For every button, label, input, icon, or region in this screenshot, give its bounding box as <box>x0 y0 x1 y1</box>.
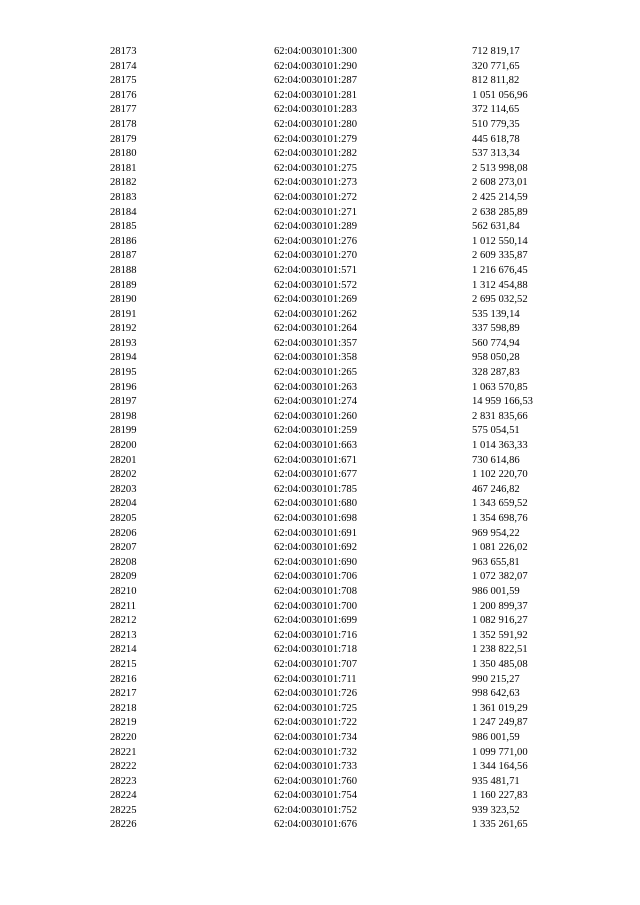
row-number: 28217 <box>110 688 137 700</box>
row-number: 28221 <box>110 746 137 758</box>
cadastral-value: 2 638 285,89 <box>472 206 528 218</box>
cadastral-number: 62:04:0030101:785 <box>274 483 357 495</box>
cadastral-number: 62:04:0030101:290 <box>274 60 357 72</box>
table-row <box>0 176 640 191</box>
cadastral-number: 62:04:0030101:677 <box>274 469 357 481</box>
cadastral-number: 62:04:0030101:283 <box>274 104 357 116</box>
row-number: 28198 <box>110 410 137 422</box>
cadastral-value: 1 200 899,37 <box>472 600 528 612</box>
cadastral-value: 963 655,81 <box>472 556 520 568</box>
cadastral-number: 62:04:0030101:264 <box>274 323 357 335</box>
table-row <box>0 249 640 264</box>
table-row <box>0 818 640 833</box>
table-row <box>0 337 640 352</box>
cadastral-number: 62:04:0030101:572 <box>274 279 357 291</box>
cadastral-value: 990 215,27 <box>472 673 520 685</box>
row-number: 28204 <box>110 498 137 510</box>
row-number: 28201 <box>110 454 137 466</box>
cadastral-number: 62:04:0030101:698 <box>274 513 357 524</box>
cadastral-number: 62:04:0030101:708 <box>274 585 357 597</box>
cadastral-number: 62:04:0030101:300 <box>274 46 357 57</box>
table-row <box>0 746 640 761</box>
cadastral-number: 62:04:0030101:357 <box>274 337 357 349</box>
row-number: 28181 <box>110 162 137 174</box>
row-number: 28215 <box>110 658 137 670</box>
cadastral-value: 2 425 214,59 <box>472 191 528 203</box>
cadastral-value: 537 313,34 <box>472 148 520 160</box>
row-number: 28199 <box>110 425 137 437</box>
cadastral-number: 62:04:0030101:358 <box>274 352 357 364</box>
cadastral-value: 1 354 698,76 <box>472 513 528 524</box>
row-number: 28208 <box>110 556 137 568</box>
row-number: 28223 <box>110 775 137 787</box>
row-number: 28189 <box>110 279 137 291</box>
row-number: 28218 <box>110 702 137 714</box>
cadastral-value: 1 051 056,96 <box>472 89 528 101</box>
cadastral-number: 62:04:0030101:269 <box>274 294 357 306</box>
row-number: 28214 <box>110 644 137 656</box>
table-row <box>0 45 640 60</box>
row-number: 28209 <box>110 571 137 583</box>
row-number: 28192 <box>110 323 137 335</box>
cadastral-number: 62:04:0030101:276 <box>274 235 357 247</box>
table-row <box>0 497 640 512</box>
cadastral-number: 62:04:0030101:287 <box>274 75 357 87</box>
row-number: 28185 <box>110 221 137 233</box>
table-row <box>0 381 640 396</box>
table-row <box>0 118 640 133</box>
row-number: 28211 <box>110 600 137 612</box>
row-number: 28176 <box>110 89 137 101</box>
cadastral-value: 1 012 550,14 <box>472 235 528 247</box>
cadastral-number: 62:04:0030101:260 <box>274 410 357 422</box>
table-row <box>0 658 640 673</box>
cadastral-number: 62:04:0030101:733 <box>274 761 357 773</box>
cadastral-number: 62:04:0030101:734 <box>274 731 357 743</box>
table-row <box>0 600 640 615</box>
table-row <box>0 279 640 294</box>
cadastral-number: 62:04:0030101:272 <box>274 191 357 203</box>
table-row <box>0 351 640 366</box>
table-row <box>0 454 640 469</box>
table-row <box>0 74 640 89</box>
table-row <box>0 191 640 206</box>
table-row <box>0 395 640 410</box>
row-number: 28191 <box>110 308 137 320</box>
cadastral-number: 62:04:0030101:262 <box>274 308 357 320</box>
cadastral-number: 62:04:0030101:265 <box>274 367 357 379</box>
cadastral-value: 935 481,71 <box>472 775 520 787</box>
cadastral-number: 62:04:0030101:690 <box>274 556 357 568</box>
cadastral-number: 62:04:0030101:671 <box>274 454 357 466</box>
row-number: 28188 <box>110 264 137 276</box>
cadastral-value: 372 114,65 <box>472 104 520 116</box>
cadastral-value: 467 246,82 <box>472 483 520 495</box>
cadastral-number: 62:04:0030101:754 <box>274 790 357 802</box>
row-number: 28197 <box>110 396 137 408</box>
table-row <box>0 702 640 717</box>
row-number: 28174 <box>110 60 137 72</box>
cadastral-value: 1 072 382,07 <box>472 571 528 583</box>
cadastral-value-table <box>0 45 640 833</box>
cadastral-number: 62:04:0030101:571 <box>274 264 357 276</box>
cadastral-value: 1 099 771,00 <box>472 746 528 758</box>
cadastral-number: 62:04:0030101:722 <box>274 717 357 729</box>
table-row <box>0 424 640 439</box>
table-row <box>0 206 640 221</box>
row-number: 28226 <box>110 819 137 831</box>
cadastral-number: 62:04:0030101:280 <box>274 118 357 130</box>
cadastral-value: 1 081 226,02 <box>472 542 528 554</box>
table-row <box>0 775 640 790</box>
row-number: 28220 <box>110 731 137 743</box>
cadastral-number: 62:04:0030101:259 <box>274 425 357 437</box>
table-row <box>0 133 640 148</box>
cadastral-number: 62:04:0030101:274 <box>274 396 357 408</box>
table-row <box>0 556 640 571</box>
table-row <box>0 789 640 804</box>
table-row <box>0 570 640 585</box>
table-row <box>0 541 640 556</box>
cadastral-number: 62:04:0030101:692 <box>274 542 357 554</box>
cadastral-value: 1 312 454,88 <box>472 279 528 291</box>
cadastral-value: 1 343 659,52 <box>472 498 528 510</box>
cadastral-value: 2 609 335,87 <box>472 250 528 262</box>
cadastral-number: 62:04:0030101:699 <box>274 615 357 627</box>
cadastral-number: 62:04:0030101:273 <box>274 177 357 189</box>
table-row <box>0 162 640 177</box>
row-number: 28210 <box>110 585 137 597</box>
cadastral-value: 1 102 220,70 <box>472 469 528 481</box>
row-number: 28187 <box>110 250 137 262</box>
cadastral-value: 812 811,82 <box>472 75 520 87</box>
row-number: 28183 <box>110 191 137 203</box>
cadastral-value: 1 238 822,51 <box>472 644 528 656</box>
table-row <box>0 629 640 644</box>
cadastral-value: 986 001,59 <box>472 731 520 743</box>
cadastral-number: 62:04:0030101:663 <box>274 440 357 452</box>
table-row <box>0 322 640 337</box>
row-number: 28193 <box>110 337 137 349</box>
row-number: 28206 <box>110 527 137 539</box>
table-row <box>0 731 640 746</box>
cadastral-value: 1 063 570,85 <box>472 381 528 393</box>
row-number: 28207 <box>110 542 137 554</box>
cadastral-value: 1 014 363,33 <box>472 440 528 452</box>
table-row <box>0 410 640 425</box>
table-row <box>0 89 640 104</box>
cadastral-value: 969 954,22 <box>472 527 520 539</box>
row-number: 28194 <box>110 352 137 364</box>
cadastral-number: 62:04:0030101:691 <box>274 527 357 539</box>
cadastral-number: 62:04:0030101:279 <box>274 133 357 145</box>
table-row <box>0 673 640 688</box>
cadastral-value: 1 352 591,92 <box>472 629 528 641</box>
table-row <box>0 366 640 381</box>
cadastral-value: 986 001,59 <box>472 585 520 597</box>
table-row <box>0 439 640 454</box>
cadastral-value: 1 335 261,65 <box>472 819 528 831</box>
cadastral-value: 958 050,28 <box>472 352 520 364</box>
cadastral-number: 62:04:0030101:726 <box>274 688 357 700</box>
row-number: 28186 <box>110 235 137 247</box>
cadastral-number: 62:04:0030101:275 <box>274 162 357 174</box>
row-number: 28177 <box>110 104 137 116</box>
row-number: 28219 <box>110 717 137 729</box>
cadastral-value: 328 287,83 <box>472 367 520 379</box>
cadastral-value: 1 247 249,87 <box>472 717 528 729</box>
table-row <box>0 716 640 731</box>
cadastral-number: 62:04:0030101:718 <box>274 644 357 656</box>
row-number: 28179 <box>110 133 137 145</box>
table-row <box>0 103 640 118</box>
cadastral-value: 2 695 032,52 <box>472 294 528 306</box>
table-row <box>0 687 640 702</box>
cadastral-value: 562 631,84 <box>472 221 520 233</box>
cadastral-value: 320 771,65 <box>472 60 520 72</box>
row-number: 28173 <box>110 46 137 57</box>
cadastral-value: 337 598,89 <box>472 323 520 335</box>
table-row <box>0 293 640 308</box>
row-number: 28216 <box>110 673 137 685</box>
table-row <box>0 147 640 162</box>
cadastral-value: 14 959 166,53 <box>472 396 533 408</box>
cadastral-number: 62:04:0030101:711 <box>274 673 357 685</box>
cadastral-number: 62:04:0030101:725 <box>274 702 357 714</box>
cadastral-number: 62:04:0030101:716 <box>274 629 357 641</box>
table-row <box>0 235 640 250</box>
table-row <box>0 527 640 542</box>
cadastral-value: 1 361 019,29 <box>472 702 528 714</box>
cadastral-value: 510 779,35 <box>472 118 520 130</box>
cadastral-number: 62:04:0030101:676 <box>274 819 357 831</box>
cadastral-value: 2 831 835,66 <box>472 410 528 422</box>
cadastral-number: 62:04:0030101:707 <box>274 658 357 670</box>
cadastral-number: 62:04:0030101:760 <box>274 775 357 787</box>
table-row <box>0 220 640 235</box>
table-row <box>0 614 640 629</box>
cadastral-value: 1 344 164,56 <box>472 761 528 773</box>
table-row <box>0 60 640 75</box>
row-number: 28222 <box>110 761 137 773</box>
cadastral-number: 62:04:0030101:732 <box>274 746 357 758</box>
cadastral-value: 575 054,51 <box>472 425 520 437</box>
row-number: 28182 <box>110 177 137 189</box>
cadastral-value: 445 618,78 <box>472 133 520 145</box>
row-number: 28190 <box>110 294 137 306</box>
row-number: 28200 <box>110 440 137 452</box>
row-number: 28180 <box>110 148 137 160</box>
cadastral-number: 62:04:0030101:752 <box>274 804 357 816</box>
row-number: 28205 <box>110 513 137 524</box>
cadastral-value: 939 323,52 <box>472 804 520 816</box>
row-number: 28175 <box>110 75 137 87</box>
cadastral-number: 62:04:0030101:282 <box>274 148 357 160</box>
cadastral-value: 1 350 485,08 <box>472 658 528 670</box>
row-number: 28178 <box>110 118 137 130</box>
table-row <box>0 264 640 279</box>
row-number: 28184 <box>110 206 137 218</box>
row-number: 28203 <box>110 483 137 495</box>
cadastral-value: 998 642,63 <box>472 688 520 700</box>
row-number: 28196 <box>110 381 137 393</box>
cadastral-number: 62:04:0030101:263 <box>274 381 357 393</box>
row-number: 28225 <box>110 804 137 816</box>
cadastral-number: 62:04:0030101:281 <box>274 89 357 101</box>
cadastral-value: 712 819,17 <box>472 46 520 57</box>
cadastral-value: 535 139,14 <box>472 308 520 320</box>
cadastral-value: 1 082 916,27 <box>472 615 528 627</box>
cadastral-value: 730 614,86 <box>472 454 520 466</box>
table-row <box>0 483 640 498</box>
row-number: 28202 <box>110 469 137 481</box>
table-row <box>0 643 640 658</box>
row-number: 28212 <box>110 615 137 627</box>
cadastral-value: 2 608 273,01 <box>472 177 528 189</box>
cadastral-number: 62:04:0030101:706 <box>274 571 357 583</box>
row-number: 28224 <box>110 790 137 802</box>
table-row <box>0 804 640 819</box>
cadastral-value: 1 160 227,83 <box>472 790 528 802</box>
cadastral-number: 62:04:0030101:271 <box>274 206 357 218</box>
table-row <box>0 585 640 600</box>
table-row <box>0 512 640 527</box>
row-number: 28195 <box>110 367 137 379</box>
table-row <box>0 468 640 483</box>
cadastral-number: 62:04:0030101:700 <box>274 600 357 612</box>
cadastral-value: 1 216 676,45 <box>472 264 528 276</box>
table-row <box>0 308 640 323</box>
table-row <box>0 760 640 775</box>
row-number: 28213 <box>110 629 137 641</box>
cadastral-number: 62:04:0030101:270 <box>274 250 357 262</box>
cadastral-number: 62:04:0030101:680 <box>274 498 357 510</box>
cadastral-value: 2 513 998,08 <box>472 162 528 174</box>
cadastral-number: 62:04:0030101:289 <box>274 221 357 233</box>
cadastral-value: 560 774,94 <box>472 337 520 349</box>
